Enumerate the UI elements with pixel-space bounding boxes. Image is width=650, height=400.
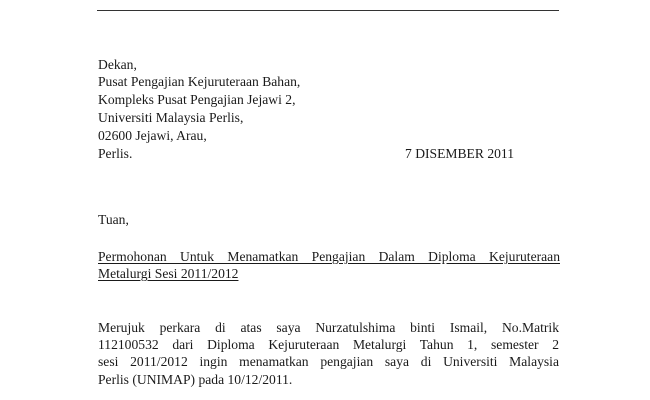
- body-line: Merujuk perkara di atas saya Nurzatulshima binti Ismail, No.Matrik: [98, 320, 559, 335]
- address-line: 02600 Jejawi, Arau,: [98, 128, 207, 143]
- header-rule: [97, 10, 559, 11]
- letter-date: 7 DISEMBER 2011: [405, 146, 515, 161]
- address-line: Kompleks Pusat Pengajian Jejawi 2,: [98, 92, 296, 107]
- address-line: Dekan,: [98, 57, 137, 72]
- subject-line-2: Metalurgi Sesi 2011/2012: [98, 266, 239, 281]
- address-line: Universiti Malaysia Perlis,: [98, 110, 244, 125]
- subject-heading: [98, 248, 560, 282]
- subject-line-1: Permohonan Untuk Menamatkan Pengajian Dalam Diploma Kejuruteraan: [98, 249, 560, 264]
- body-line: sesi 2011/2012 ingin menamatkan pengajian saya di Universiti Malaysia: [98, 354, 559, 369]
- salutation: Tuan,: [98, 212, 129, 227]
- body-line: 112100532 dari Diploma Kejuruteraan Metalurgi Tahun 1, semester 2: [98, 337, 559, 352]
- address-line: Pusat Pengajian Kejuruteraan Bahan,: [98, 74, 301, 89]
- body-line: Perlis (UNIMAP) pada 10/12/2011.: [98, 372, 293, 387]
- address-line: Perlis.: [98, 146, 133, 161]
